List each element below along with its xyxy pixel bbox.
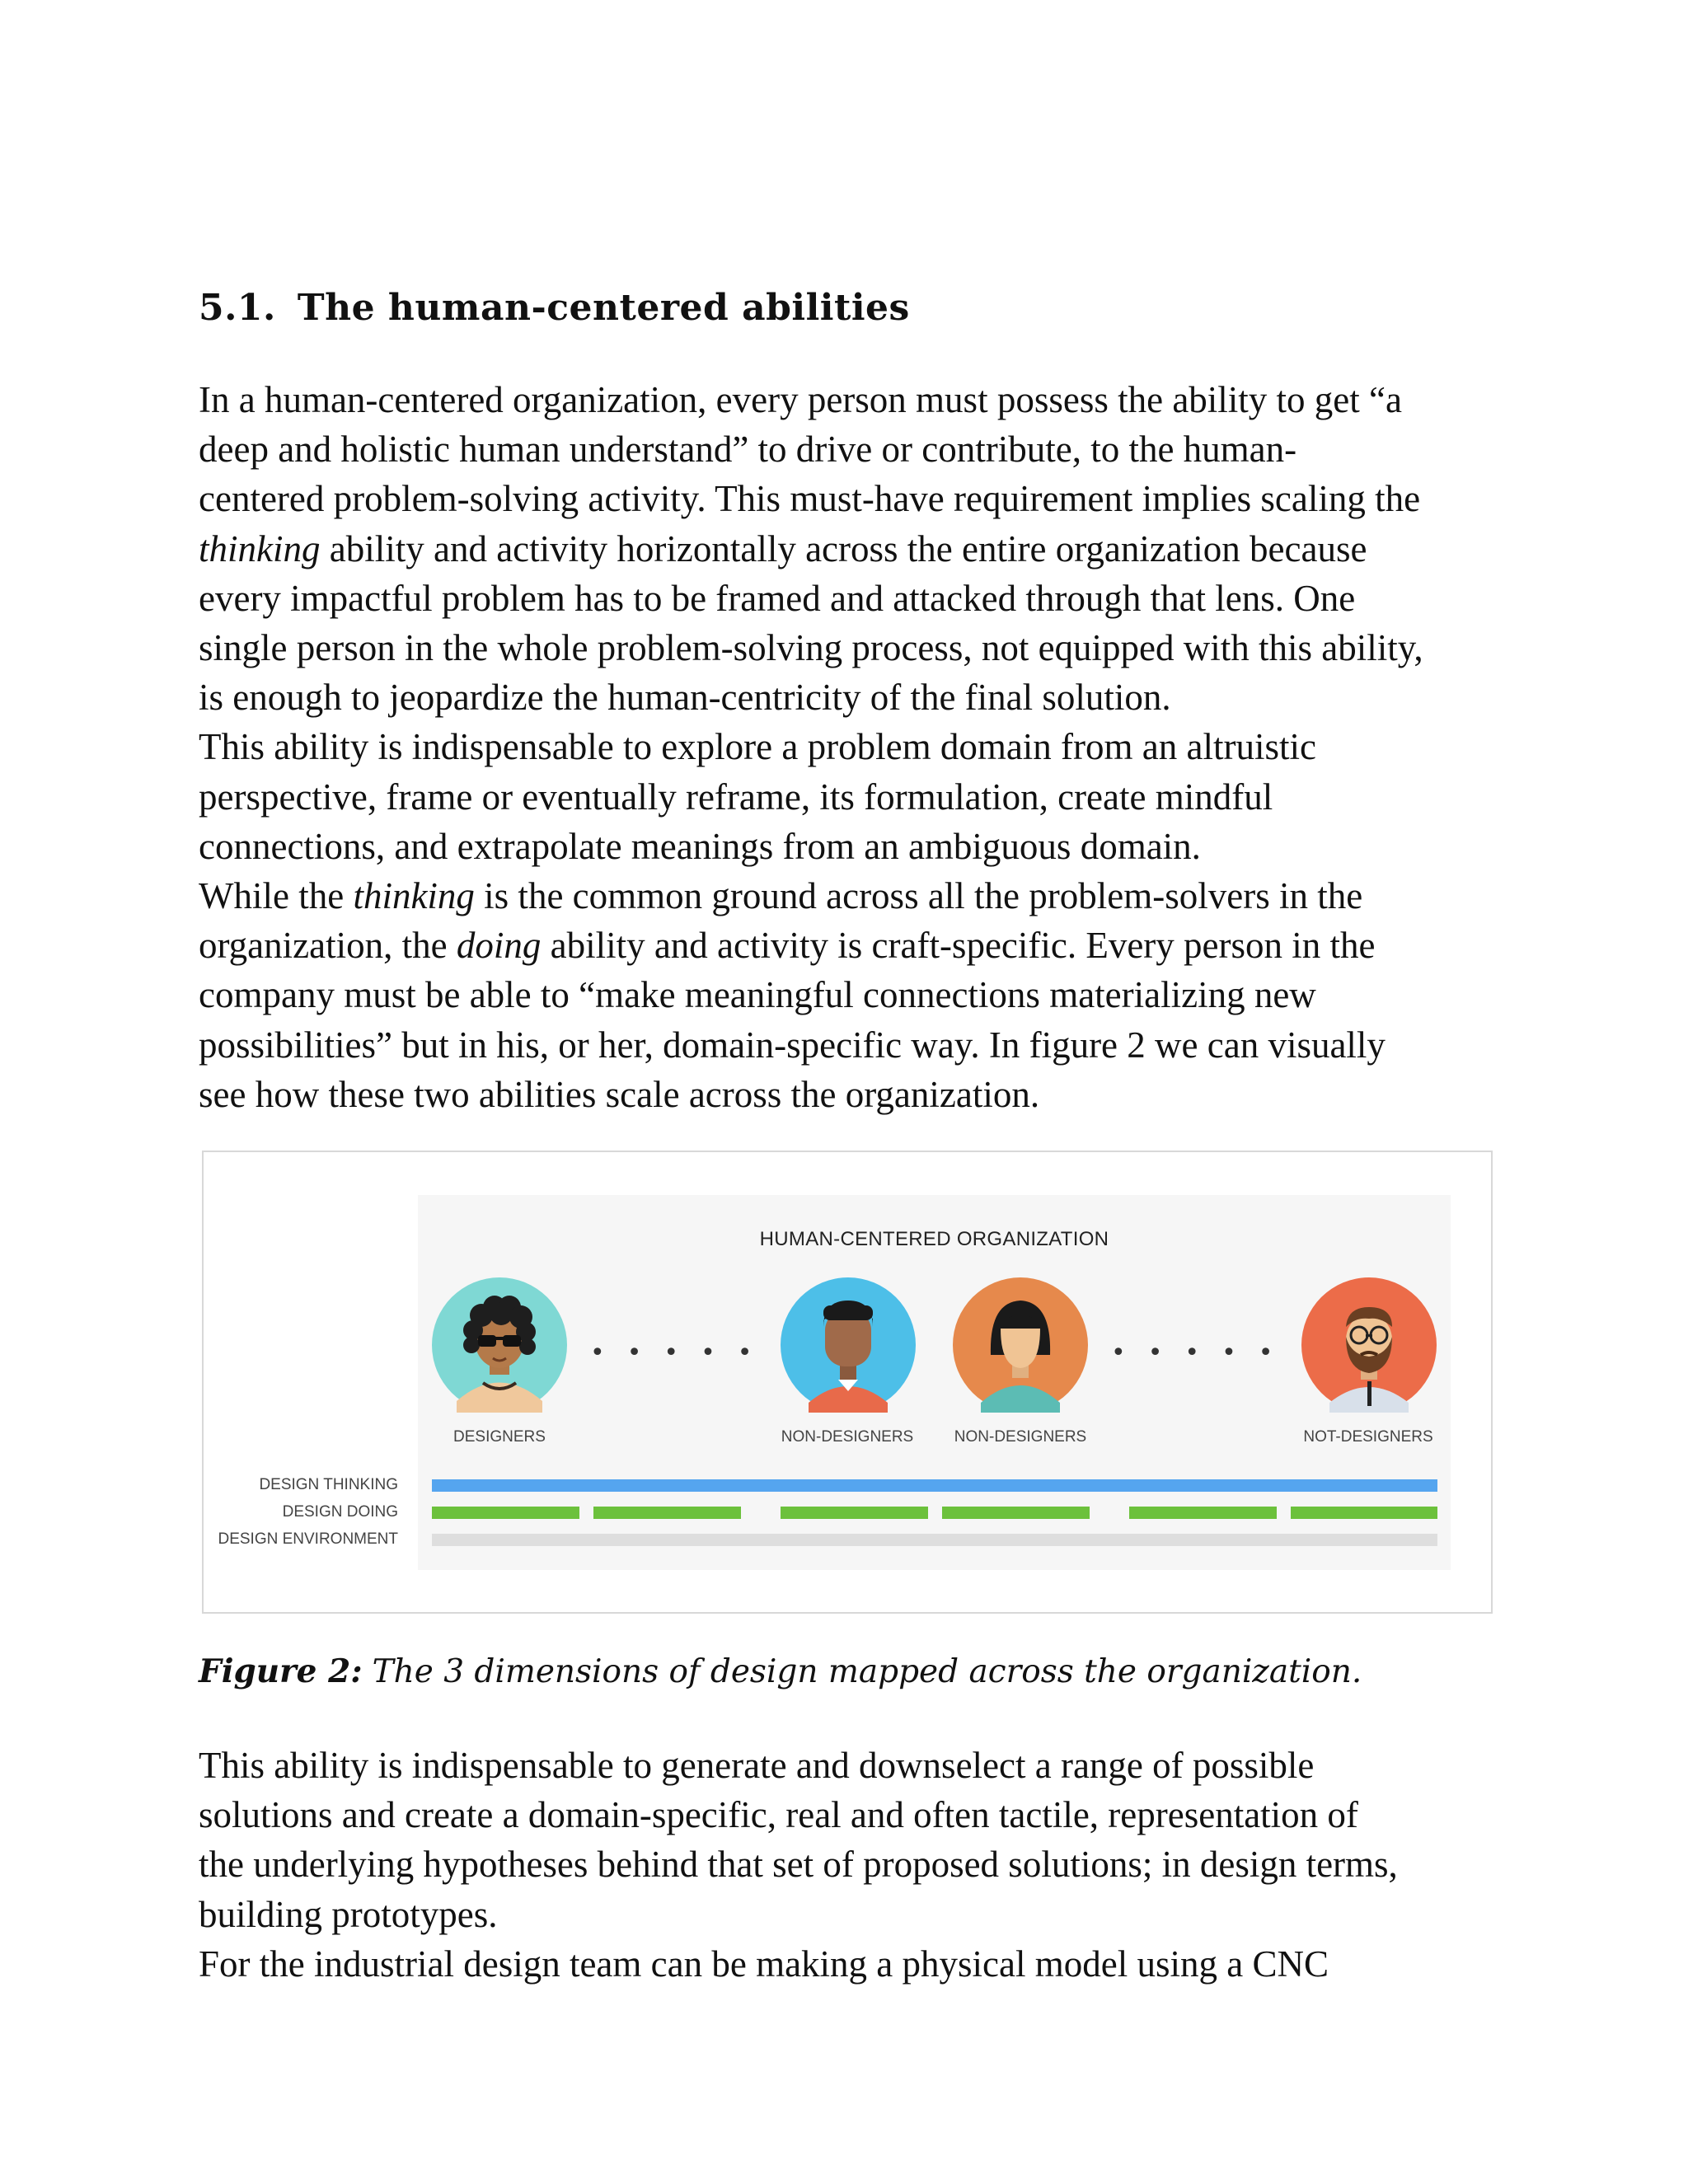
design-doing-bar (1129, 1507, 1277, 1519)
text-fragment: ability and activity horizontally across the entire organization because (320, 527, 1367, 569)
emphasis-doing: doing (456, 925, 542, 967)
text-line: see how these two abilities scale across the organization. (199, 1073, 1040, 1115)
design-doing-bar (593, 1507, 741, 1519)
text-line: centered problem-solving activity. This must-have requirement implies scaling the (199, 478, 1421, 520)
text-line: the underlying hypotheses behind that set of proposed solutions; in design terms, (199, 1844, 1398, 1886)
caption-text: The 3 dimensions of design mapped across the organization. (372, 1653, 1362, 1690)
text-line: solutions and create a domain-specific, real and often tactile, representation of (199, 1794, 1358, 1836)
dimension-label-thinking: DESIGN THINKING (259, 1476, 398, 1493)
emphasis-thinking: thinking (353, 875, 475, 917)
text-fragment: organization, the (199, 925, 457, 967)
text-fragment: While the (199, 875, 354, 917)
figure-caption (199, 1652, 1362, 1690)
non-designer-avatar-icon (781, 1277, 916, 1413)
body-paragraph-1 (199, 375, 1501, 1119)
non-designer-bob-avatar-icon (953, 1277, 1088, 1413)
dimension-label-doing: DESIGN DOING (282, 1503, 398, 1521)
design-environment-bar (432, 1534, 1437, 1546)
design-doing-bar (432, 1507, 579, 1519)
emphasis-thinking: thinking (199, 527, 321, 569)
text-line: connections, and extrapolate meanings from an ambiguous domain. (199, 825, 1201, 867)
text-line: possibilities” but in his, or her, domain-specific way. In figure 2 we can visually (199, 1024, 1386, 1066)
designer-avatar-icon (432, 1277, 567, 1413)
role-label: DESIGNERS (453, 1428, 546, 1446)
text-fragment: ability and activity is craft-specific. Every person in the (541, 925, 1376, 967)
ellipsis-dots-right: ••••• (1111, 1338, 1296, 1367)
role-label: NON-DESIGNERS (781, 1428, 914, 1446)
figure-title: HUMAN-CENTERED ORGANIZATION (759, 1228, 1109, 1250)
section-heading (199, 287, 910, 329)
text-line: In a human-centered organization, every person must possess the ability to get “a (199, 379, 1402, 420)
text-line (199, 871, 1501, 921)
role-label: NON-DESIGNERS (954, 1428, 1087, 1446)
text-line: This ability is indispensable to explore a problem domain from an altruistic (199, 726, 1316, 768)
body-paragraph-2 (199, 1741, 1501, 1989)
text-line: every impactful problem has to be framed and attacked through that lens. One (199, 577, 1356, 619)
text-line: single person in the whole problem-solving process, not equipped with this ability, (199, 627, 1423, 669)
role-label: NOT-DESIGNERS (1303, 1428, 1433, 1446)
section-title: The human-centered abilities (297, 287, 910, 329)
dimension-label-environment: DESIGN ENVIRONMENT (218, 1530, 398, 1548)
text-line: is enough to jeopardize the human-centricity of the final solution. (199, 677, 1171, 719)
design-doing-bar (781, 1507, 928, 1519)
design-doing-bar (1291, 1507, 1437, 1519)
text-line: building prototypes. (199, 1893, 498, 1935)
text-line (199, 921, 1501, 970)
text-line: This ability is indispensable to generate and downselect a range of possible (199, 1745, 1315, 1786)
text-line (199, 524, 1501, 574)
ellipsis-dots-left: ••••• (590, 1338, 775, 1367)
text-line: For the industrial design team can be making a physical model using a CNC (199, 1943, 1329, 1985)
text-line: deep and holistic human understand” to drive or contribute, to the human- (199, 429, 1297, 471)
text-line: perspective, frame or eventually reframe, its formulation, create mindful (199, 776, 1273, 818)
text-fragment: is the common ground across all the problem-solvers in the (474, 875, 1363, 917)
design-doing-bar (942, 1507, 1090, 1519)
text-line: company must be able to “make meaningful connections materializing new (199, 974, 1316, 1016)
caption-label: Figure 2: (199, 1652, 363, 1690)
design-thinking-bar (432, 1479, 1437, 1492)
not-designer-bearded-avatar-icon (1301, 1277, 1437, 1413)
section-number: 5.1. (199, 287, 276, 329)
